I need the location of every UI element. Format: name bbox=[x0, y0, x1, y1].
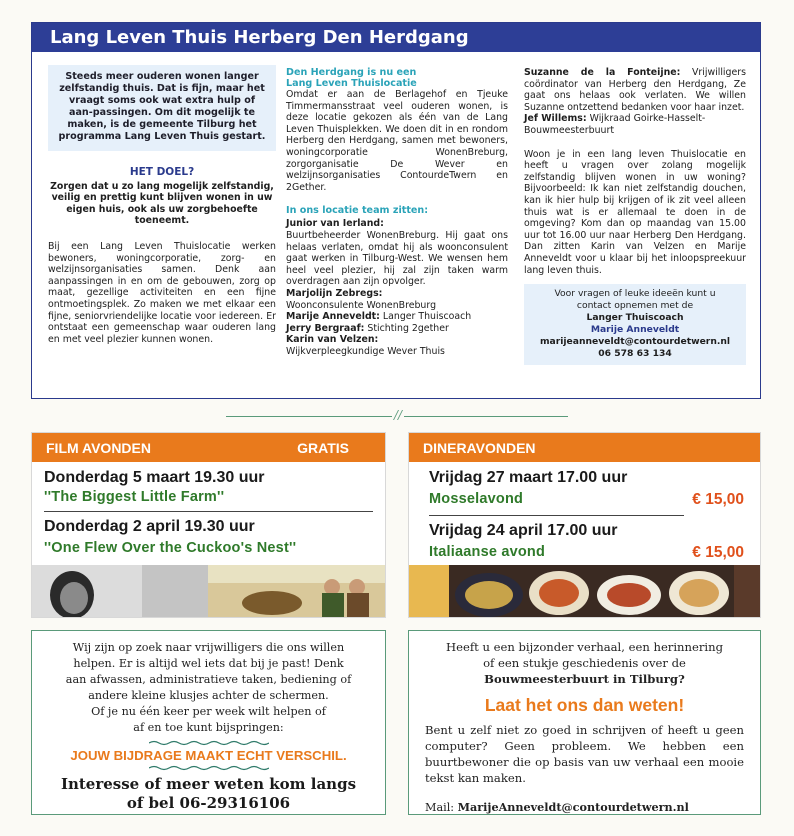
story-intro-line: of een stukje geschiedenis over de bbox=[483, 656, 686, 670]
wijkraad-member bbox=[524, 113, 746, 136]
coordinator-name: Suzanne de la Fonteijne: bbox=[524, 67, 681, 78]
diner-panel bbox=[408, 432, 761, 618]
goal-heading: HET DOEL? bbox=[129, 166, 195, 178]
diner-row bbox=[429, 491, 744, 509]
divider-mark: // bbox=[394, 408, 403, 422]
story-mail-row bbox=[409, 786, 760, 814]
volunteers-line: Wij zijn op zoek naar vrijwilligers die ons willen bbox=[72, 641, 345, 654]
intro-box: Steeds meer ouderen wonen langer zelfstandig thuis. Dat is fijn, maar het vraagt soms ook wat extra hulp of aan-passingen. Om dit mogelijk te maken, is de gemeente Tilburg het programma Lang Leven Thuis gestart. bbox=[48, 65, 276, 151]
diner-price: € 15,00 bbox=[692, 544, 744, 561]
team-member-role: Woonconsulente WonenBreburg bbox=[286, 299, 437, 311]
story-headline: Laat het ons dan weten! bbox=[484, 695, 685, 715]
contact-box bbox=[524, 284, 746, 365]
story-mail-label: Mail: bbox=[425, 801, 455, 814]
article-column-3 bbox=[524, 67, 746, 365]
volunteers-line: Of je nu één keer per week wilt helpen of bbox=[91, 705, 326, 718]
film-date: Donderdag 2 april 19.30 uur bbox=[44, 518, 255, 535]
volunteers-line: aan afwassen, administratieve taken, bediening of bbox=[65, 673, 352, 686]
wave-decoration bbox=[149, 740, 269, 746]
goal-text: Zorgen dat u zo lang mogelijk zelfstandig, veilig en prettig kunt blijven wonen in uw eigen huis, ook als uw zorgbehoefte toeneemt. bbox=[50, 180, 274, 227]
team-member bbox=[286, 218, 508, 288]
volunteers-line: helpen. Er is altijd wel iets dat bij je past! Denk bbox=[73, 657, 344, 670]
location-heading-2: Lang Leven Thuislocatie bbox=[286, 78, 417, 89]
volunteers-cta-2: of bel 06-29316106 bbox=[126, 794, 291, 812]
volunteers-line: andere kleine klusjes achter de schermen. bbox=[88, 689, 329, 702]
team-member-name: Karin van Velzen: bbox=[286, 334, 379, 346]
contact-line-2: contact opnemen met de bbox=[576, 300, 694, 312]
article-header bbox=[32, 23, 760, 55]
diner-separator bbox=[429, 515, 684, 516]
article-title: Lang Leven Thuis Herberg Den Herdgang bbox=[50, 27, 469, 48]
diner-header bbox=[409, 433, 760, 465]
wave-decoration bbox=[149, 765, 269, 771]
team-member-role: Stichting 2gether bbox=[367, 322, 449, 334]
diner-dish: Mosselavond bbox=[429, 491, 524, 507]
film-movie: ''One Flew Over the Cuckoo's Nest'' bbox=[44, 540, 297, 556]
wijkraad-text: Wijkraad Goirke-Hasselt-Bouwmeesterbuurt bbox=[524, 113, 706, 136]
diner-date: Vrijdag 24 april 17.00 uur bbox=[429, 522, 618, 539]
film-photo-strip bbox=[32, 565, 385, 617]
diner-title: DINERAVONDEN bbox=[423, 439, 536, 456]
coordinator-text: Vrijwilligers coördinator van Herberg den Herdgang, Ze gaat ons helaas ook verlaten. We willen Suzanne ontzettend bedanken voor haar inzet. bbox=[524, 67, 746, 113]
contact-name: Marije Anneveldt bbox=[590, 324, 680, 336]
story-panel bbox=[408, 630, 761, 815]
col1-body: Bij een Lang Leven Thuislocatie werken bewoners, woningcorporatie, zorg- en welzijnsorganisaties samen. Denk aan aanpassingen in en om de gebouwen, zorg op maat, gezellige activiteiten en een fijne ontmoetingsplek. Zo maken we met elkaar een fijne, seniorvriendelijke locatie voor iedereen. Er ontstaat een gemeenschap waar ouderen lang en met veel plezier kunnen wonen. bbox=[48, 240, 276, 345]
volunteers-cta-1: Interesse of meer weten kom langs bbox=[60, 775, 357, 793]
team-member-name: Jerry Bergraaf: bbox=[286, 322, 365, 334]
volunteers-panel bbox=[31, 630, 386, 815]
film-header bbox=[32, 433, 385, 465]
team-member-name: Marjolijn Zebregs: bbox=[286, 287, 383, 299]
story-mail[interactable]: MarijeAnneveldt@contourdetwern.nl bbox=[457, 800, 689, 814]
contact-role: Langer Thuiscoach bbox=[586, 312, 684, 324]
film-movie: ''The Biggest Little Farm'' bbox=[44, 489, 225, 505]
film-separator bbox=[44, 511, 373, 512]
col2-body: Omdat er aan de Berlagehof en Tjeuke Timmermansstraat veel ouderen wonen, is deze locatie gekozen als één van de Lang Leven Thuisplekken. We doen dit in en rondom Herberg den Herdgang, samen met bewoners, woningcorporatie WonenBreburg, zorgorganisatie De Wever en welzijnsorganisaties ContourdeTwern en 2Gether. bbox=[286, 89, 508, 193]
team-member bbox=[286, 288, 508, 311]
wijkraad-name: Jef Willems: bbox=[524, 113, 587, 125]
diner-price: € 15,00 bbox=[692, 491, 744, 508]
team-member bbox=[286, 334, 508, 357]
article-column-2 bbox=[286, 67, 508, 357]
volunteer-coordinator bbox=[524, 67, 746, 113]
volunteers-line: af en toe kunt bijspringen: bbox=[133, 721, 284, 734]
article-panel bbox=[31, 22, 761, 399]
team-member-name: Junior van Ierland: bbox=[286, 218, 384, 230]
diner-row bbox=[429, 544, 744, 562]
film-title: FILM AVONDEN bbox=[46, 439, 151, 456]
team-member-role: Wijkverpleegkundige Wever Thuis bbox=[286, 345, 445, 357]
team-member-role: Langer Thuiscoach bbox=[382, 311, 472, 323]
story-body: Bent u zelf niet zo goed in schrijven of heeft u geen computer? Geen probleem. We hebben een buurtbewoner die op basis van uw verhaal een mooie tekst kan maken. bbox=[425, 723, 744, 785]
food-photo-strip bbox=[409, 565, 760, 617]
team-member-name: Marije Anneveldt: bbox=[286, 311, 380, 323]
film-panel bbox=[31, 432, 386, 618]
contact-email[interactable]: marijeanneveldt@contourdetwern.nl bbox=[539, 336, 731, 348]
diner-date: Vrijdag 27 maart 17.00 uur bbox=[429, 469, 628, 486]
story-intro-line: Heeft u een bijzonder verhaal, een herinnering bbox=[446, 640, 723, 654]
volunteers-slogan: JOUW BIJDRAGE MAAKT ECHT VERSCHIL. bbox=[70, 748, 347, 763]
article-column-1 bbox=[48, 65, 276, 345]
team-member-role: Buurtbeheerder WonenBreburg. Hij gaat ons helaas verlaten, omdat hij als woonconsulent gaat werken in Tilburg-West. We wensen hem heel veel plezier, hij zal zijn taken warm overdragen aan zijn opvolger. bbox=[286, 229, 508, 288]
film-date: Donderdag 5 maart 19.30 uur bbox=[44, 469, 265, 486]
diner-dish: Italiaanse avond bbox=[429, 544, 546, 560]
contact-phone[interactable]: 06 578 63 134 bbox=[598, 348, 672, 360]
team-member bbox=[286, 323, 508, 335]
location-heading-1: Den Herdgang is nu een bbox=[286, 67, 417, 78]
story-place: Bouwmeesterbuurt in Tilburg? bbox=[484, 672, 685, 686]
team-member bbox=[286, 311, 508, 323]
team-heading: In ons locatie team zitten: bbox=[286, 205, 429, 217]
contact-line-1: Voor vragen of leuke ideeën kunt u bbox=[554, 288, 716, 300]
film-badge: GRATIS bbox=[297, 439, 349, 456]
col3-body: Woon je in een lang leven Thuislocatie en heeft u vragen over zolang mogelijk zelfstandig blijven wonen in uw woning? Bijvoorbeeld: Ik kan niet zelfstandig douchen, kan ik hier hulp bij krijgen of ik zit veel alleen thuis wat is er allemaal te doen in de omgeving? Kom dan op maandag van 15.00 uur tot 16.00 uur naar Herberg Den Herdgang. Dan zitten Karin van Velzen en Marije Anneveldt voor u klaar bij het inloopspreekuur lang leven thuis. bbox=[524, 148, 746, 276]
